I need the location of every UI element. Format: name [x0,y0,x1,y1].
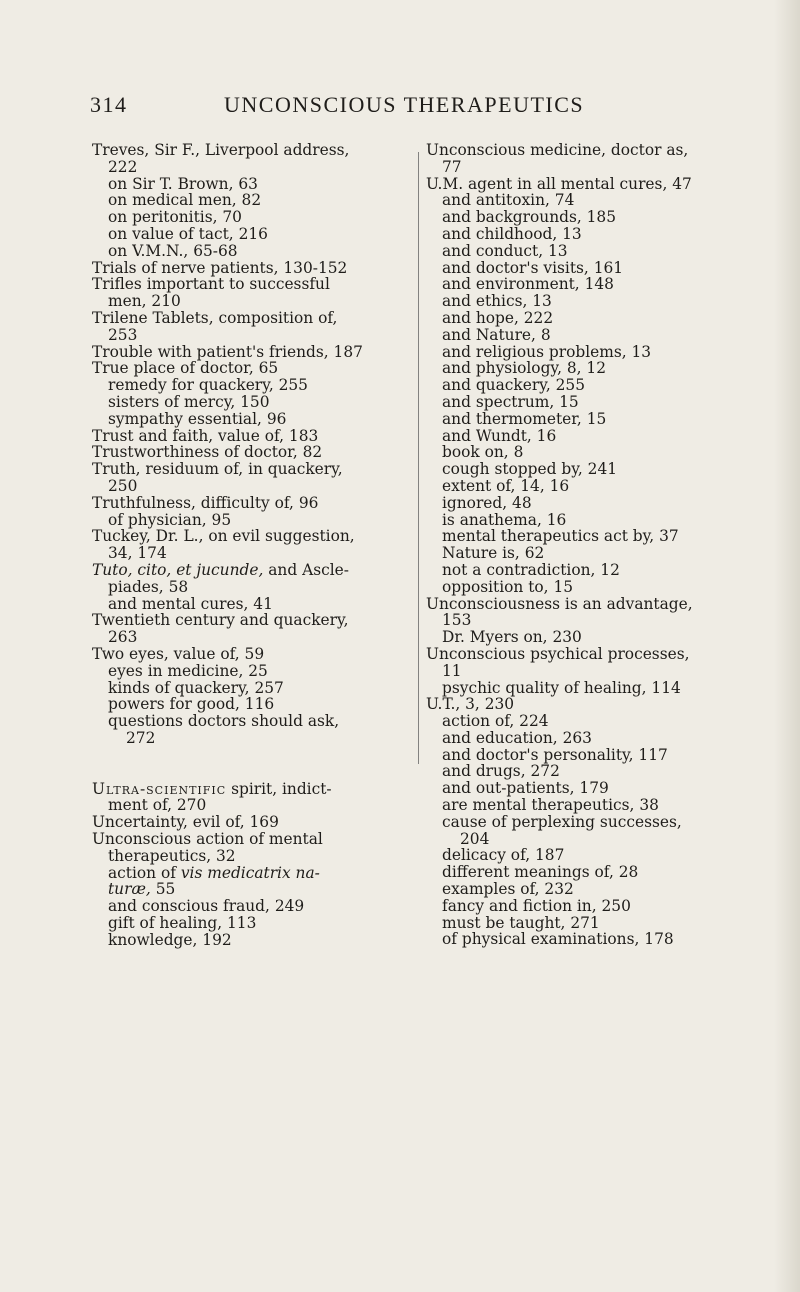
index-entry: must be taught, 271 [442,913,600,932]
index-entry: are mental therapeutics, 38 [442,796,659,815]
index-entry: Treves, Sir F., Liverpool address, [92,141,350,159]
index-entry: cause of perplexing successes, [442,812,682,831]
index-column-left [92,142,412,949]
index-entry: Trilene Tablets, composition of, [92,308,338,327]
index-entry: examples of, 232 [442,880,574,899]
index-entry: delicacy of, 187 [442,846,565,865]
index-entry: powers for good, 116 [108,695,275,714]
index-entry: U.M. agent in all mental cures, 47 [426,174,692,193]
index-entry: 222 [108,157,138,176]
index-entry: Trifles important to successful [92,275,330,294]
index-entry: and Wundt, 16 [442,426,557,445]
index-entry: Trials of nerve patients, 130-152 [92,258,348,277]
index-entry: 34, 174 [108,544,167,563]
index-entry: sympathy essential, 96 [108,409,287,428]
index-entry: psychic quality of healing, 114 [442,678,681,697]
index-entry: and drugs, 272 [442,762,560,781]
index-entry: not a contradiction, 12 [442,560,620,579]
index-entry: 153 [442,611,472,630]
index-entry: different meanings of, 28 [442,863,639,882]
index-entry: book on, 8 [442,443,524,462]
index-entry: and doctor's personality, 117 [442,745,668,764]
index-entry: 272 [126,728,156,747]
index-entry: and religious problems, 13 [442,342,652,361]
index-entry: Two eyes, value of, 59 [92,644,265,663]
index-entry: gift of healing, 113 [108,914,257,933]
column-divider [418,152,419,764]
index-entry: ment of, 270 [108,796,207,815]
index-entry: and backgrounds, 185 [442,208,617,227]
index-entry: and Nature, 8 [442,325,551,344]
index-entry: 11 [442,661,462,680]
index-entry: Trust and faith, value of, 183 [92,426,319,445]
index-entry: men, 210 [108,292,181,311]
index-entry: Unconsciousness is an advantage, [426,594,693,613]
index-entry: action of vis medicatrix na- [108,863,320,882]
index-entry: and antitoxin, 74 [442,191,575,210]
index-entry: and thermometer, 15 [442,409,607,428]
index-entry: ignored, 48 [442,493,532,512]
section-gap [92,747,412,781]
index-entry: on peritonitis, 70 [108,208,242,227]
index-entry: piades, 58 [108,577,189,596]
index-entry: Unconscious medicine, doctor as, [426,141,689,159]
index-entry: Tuckey, Dr. L., on evil suggestion, [92,527,355,546]
index-entry: action of, 224 [442,712,549,731]
index-entry: Truth, residuum of, in quackery, [92,460,343,479]
page-number: 314 [90,92,128,117]
index-entry: of physician, 95 [108,510,232,529]
index-entry: and out-patients, 179 [442,779,609,798]
index-entry: Dr. Myers on, 230 [442,628,582,647]
index-column-right [426,142,748,948]
index-entry: Twentieth century and quackery, [92,611,349,630]
page-edge-shadow [774,0,800,1292]
index-entry: of physical examinations, 178 [442,930,674,949]
index-entry: on Sir T. Brown, 63 [108,174,258,193]
index-entry: and physiology, 8, 12 [442,359,607,378]
index-entry: mental therapeutics act by, 37 [442,527,679,546]
index-entry: sisters of mercy, 150 [108,392,270,411]
index-entry: cough stopped by, 241 [442,460,618,479]
index-entry: and ethics, 13 [442,292,552,311]
index-entry: 204 [460,829,490,848]
index-entry: opposition to, 15 [442,577,574,596]
index-entry: and childhood, 13 [442,224,582,243]
index-entry: 250 [108,476,138,495]
index-entry: Nature is, 62 [442,544,545,563]
index-entry: therapeutics, 32 [108,846,236,865]
index-entry: Trustworthiness of doctor, 82 [92,443,323,462]
index-entry: remedy for quackery, 255 [108,376,308,395]
index-entry: Uncertainty, evil of, 169 [92,813,279,832]
index-entry: Ultra-scientific spirit, indict- [92,779,332,798]
index-entry: on medical men, 82 [108,191,262,210]
index-entry: and doctor's visits, 161 [442,258,624,277]
index-entry: U.T., 3, 230 [426,695,515,714]
index-entry: True place of doctor, 65 [92,359,279,378]
index-entry: Unconscious psychical processes, [426,644,690,663]
index-entry: Tuto, cito, et jucunde, and Ascle- [92,560,349,579]
index-entry: Truthfulness, difficulty of, 96 [92,493,319,512]
index-entry: and quackery, 255 [442,376,585,395]
index-entry: and mental cures, 41 [108,594,273,613]
index-entry: knowledge, 192 [108,930,232,949]
index-entry: turæ, 55 [108,880,176,899]
index-entry: and education, 263 [442,728,592,747]
index-entry: 77 [442,157,462,176]
index-entry: and conscious fraud, 249 [108,897,305,916]
index-entry: on V.M.N., 65-68 [108,241,238,260]
index-entry: fancy and fiction in, 250 [442,896,631,915]
index-entry: is anathema, 16 [442,510,567,529]
running-title: UNCONSCIOUS THERAPEUTICS [224,92,585,117]
index-entry: Unconscious action of mental [92,830,323,849]
index-entry: 263 [108,628,138,647]
index-entry: kinds of quackery, 257 [108,678,284,697]
index-entry: Trouble with patient's friends, 187 [92,342,363,361]
index-entry: eyes in medicine, 25 [108,661,268,680]
index-entry: 253 [108,325,138,344]
index-entry: and conduct, 13 [442,241,568,260]
index-entry: questions doctors should ask, [108,712,340,731]
index-entry: extent of, 14, 16 [442,476,570,495]
index-entry: and hope, 222 [442,308,554,327]
index-entry: and environment, 148 [442,275,614,294]
index-entry: and spectrum, 15 [442,392,579,411]
index-entry: on value of tact, 216 [108,224,268,243]
